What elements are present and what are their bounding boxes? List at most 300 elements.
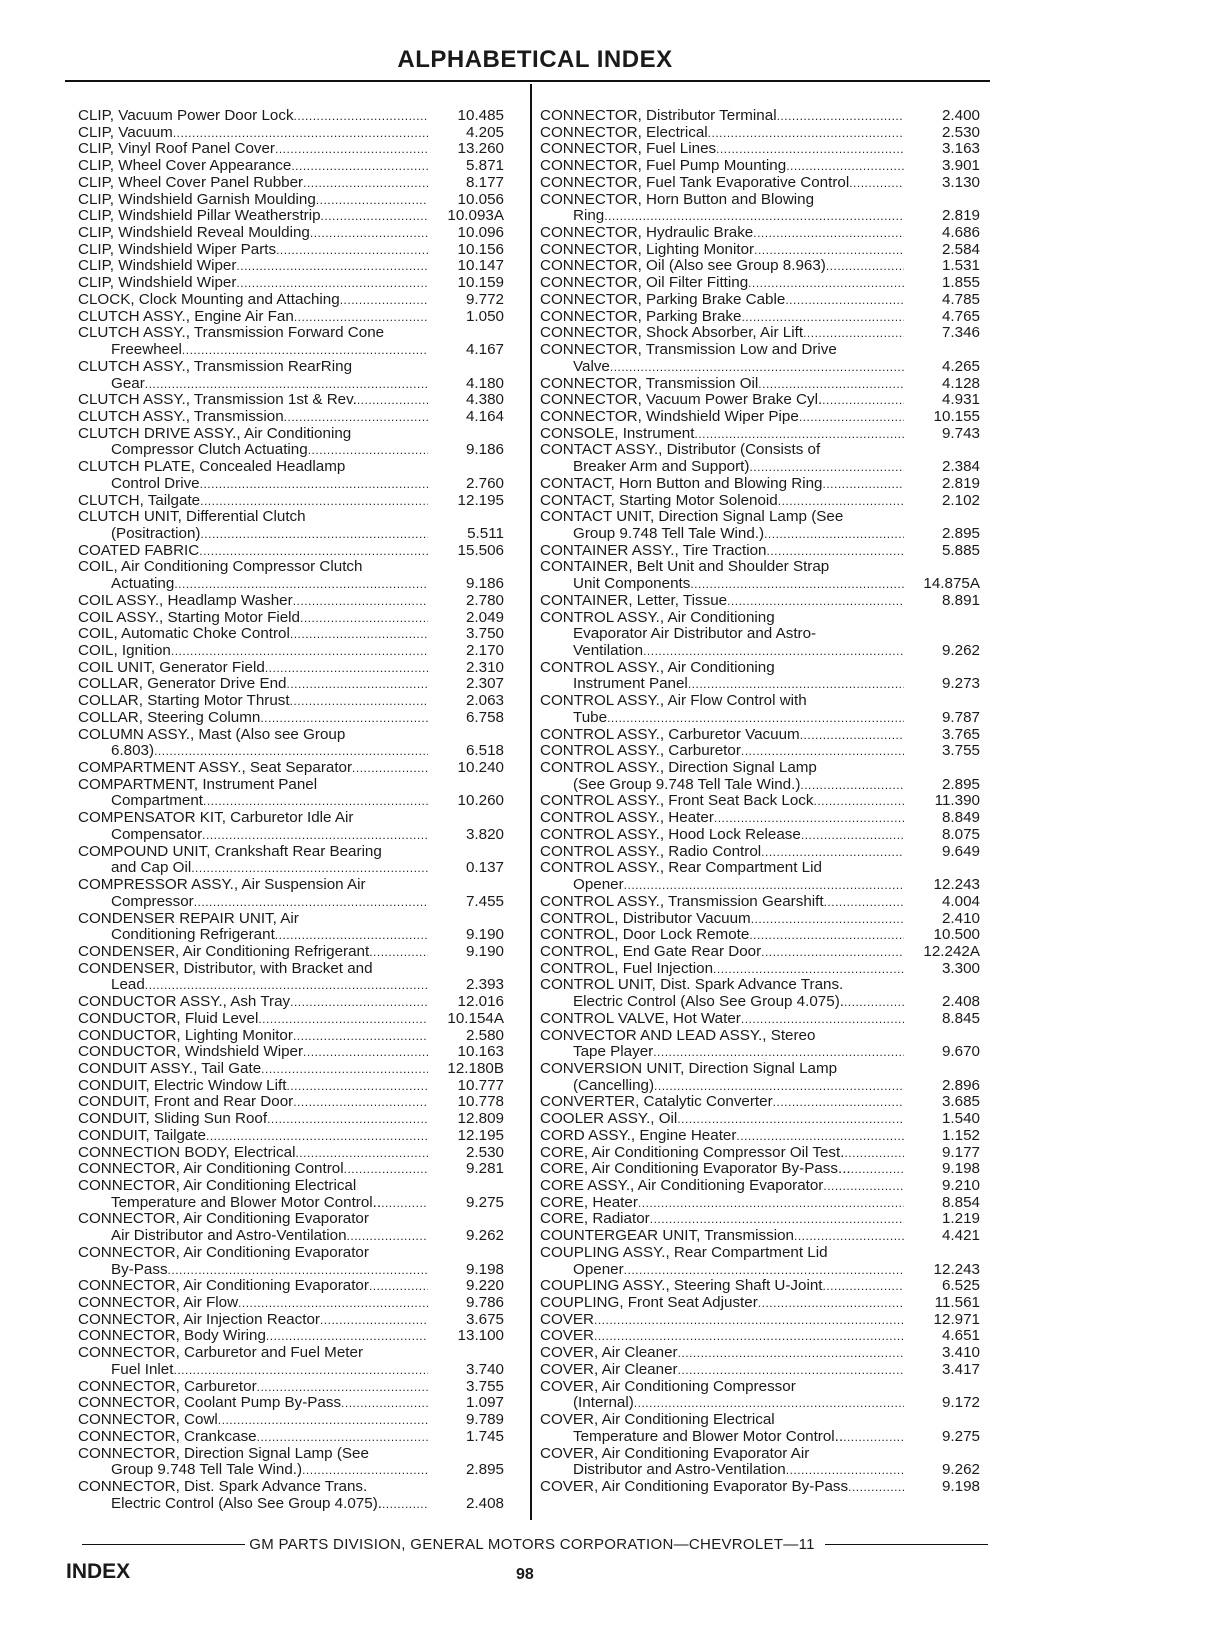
index-entry (78, 1295, 504, 1312)
group-number: 1.855 (941, 274, 980, 292)
dot-leader (303, 175, 428, 192)
group-number: 9.649 (941, 842, 980, 860)
entry-text: Group 9.748 Tell Tale Wind.) (573, 524, 765, 542)
entry-text: CLUTCH, Tailgate (78, 491, 201, 509)
entry-text: CONTACT UNIT, Direction Signal Lamp (See (540, 508, 844, 526)
dot-leader (754, 242, 904, 259)
group-number: 8.075 (941, 825, 980, 843)
entry-text: CLUTCH DRIVE ASSY., Air Conditioning (78, 424, 352, 442)
index-entry (78, 1011, 504, 1028)
entry-text: Compensator (111, 825, 203, 843)
dot-leader (347, 1228, 428, 1245)
index-entry (78, 125, 504, 142)
title-rule (65, 80, 990, 82)
group-number: 9.787 (941, 708, 980, 726)
entry-heading-line (540, 944, 980, 961)
dot-leader (321, 208, 428, 225)
index-entry (78, 911, 504, 944)
group-number: 9.772 (465, 290, 504, 308)
entry-text: CLUTCH ASSY., Engine Air Fan (78, 307, 294, 325)
dot-leader (594, 1328, 904, 1345)
entry-heading-line (78, 877, 504, 894)
dot-leader (749, 459, 904, 476)
entry-text: CLIP, Wheel Cover Appearance (78, 157, 292, 175)
dot-leader (295, 1145, 428, 1162)
entry-continuation-line (78, 927, 504, 944)
entry-continuation-line (540, 710, 980, 727)
entry-text: Tube (573, 708, 608, 726)
group-number: 9.670 (941, 1043, 980, 1061)
group-number: 4.686 (941, 224, 980, 242)
dot-leader (203, 793, 428, 810)
entry-text: COIL, Air Conditioning Compressor Clutch (78, 558, 363, 576)
index-entry (540, 158, 980, 175)
group-number: 10.163 (457, 1043, 504, 1061)
entry-heading-line (78, 292, 504, 309)
group-number: 9.190 (465, 942, 504, 960)
entry-text: CLIP, Windshield Wiper (78, 274, 237, 292)
entry-text: COVER (540, 1327, 595, 1345)
group-number: 12.242A (923, 942, 980, 960)
dot-leader (777, 108, 904, 125)
entry-continuation-line (540, 208, 980, 225)
entry-text: CLUTCH PLATE, Concealed Headlamp (78, 458, 346, 476)
group-number: 3.755 (941, 742, 980, 760)
entry-text: CONNECTOR, Air Conditioning Evaporator (78, 1243, 369, 1261)
entry-heading-line (540, 1312, 980, 1329)
entry-heading-line (540, 894, 980, 911)
footer-rule-right (825, 1544, 988, 1546)
entry-text: CORE, Air Conditioning Compressor Oil Test. (540, 1143, 845, 1161)
group-number: 9.789 (465, 1411, 504, 1429)
dot-leader (749, 927, 904, 944)
index-entry (540, 911, 980, 928)
index-entry (78, 1395, 504, 1412)
entry-text: 6.803) (111, 742, 155, 760)
entry-heading-line (78, 108, 504, 125)
entry-heading-line (78, 543, 504, 560)
entry-heading-line (78, 258, 504, 275)
index-entry (540, 610, 980, 660)
entry-heading-line (78, 1412, 504, 1429)
entry-text: CONNECTOR, Parking Brake (540, 307, 742, 325)
entry-heading-line (78, 760, 504, 777)
index-entry (78, 559, 504, 592)
entry-text: CONNECTOR, Lighting Monitor (540, 240, 755, 258)
group-number: 2.895 (465, 1461, 504, 1479)
entry-heading-line (78, 1078, 504, 1095)
entry-heading-line (540, 258, 980, 275)
index-entry (78, 325, 504, 358)
entry-continuation-line (78, 860, 504, 877)
index-entry (540, 827, 980, 844)
dot-leader (266, 1328, 428, 1345)
entry-heading-line (78, 1446, 504, 1463)
entry-heading-line (540, 1446, 980, 1463)
entry-text: (Internal) (573, 1394, 634, 1412)
entry-heading-line (78, 961, 504, 978)
group-number: 2.049 (465, 608, 504, 626)
entry-continuation-line (540, 777, 980, 794)
entry-text: CONVECTOR AND LEAD ASSY., Stereo (540, 1026, 816, 1044)
index-entry (540, 559, 980, 592)
index-entry (78, 610, 504, 627)
dot-leader (741, 743, 904, 760)
group-number: 10.777 (457, 1076, 504, 1094)
entry-text: CONNECTOR, Parking Brake Cable (540, 290, 786, 308)
entry-text: CLUTCH ASSY., Transmission RearRing (78, 357, 353, 375)
dot-leader (308, 442, 428, 459)
entry-text: CONTROL ASSY., Transmission Gearshift (540, 892, 824, 910)
entry-text: Opener (573, 1260, 624, 1278)
dot-leader (257, 1429, 428, 1446)
group-number: 2.760 (465, 474, 504, 492)
index-entry (78, 844, 504, 877)
index-entry (78, 961, 504, 994)
group-number: 5.871 (465, 157, 504, 175)
entry-text: Conditioning Refrigerant (111, 926, 275, 944)
group-number: 15.506 (457, 541, 504, 559)
entry-heading-line (540, 1161, 980, 1178)
entry-heading-line (78, 1429, 504, 1446)
entry-text: CONDENSER, Distributor, with Bracket and (78, 959, 373, 977)
group-number: 2.393 (465, 976, 504, 994)
group-number: 2.408 (465, 1494, 504, 1512)
dot-leader (764, 526, 904, 543)
index-entry (540, 727, 980, 744)
group-number: 2.819 (941, 207, 980, 225)
index-entry (540, 125, 980, 142)
index-entry (78, 1345, 504, 1378)
dot-leader (275, 141, 428, 158)
entry-heading-line (78, 1245, 504, 1262)
entry-continuation-line (78, 977, 504, 994)
entry-heading-line (78, 1044, 504, 1061)
entry-text: Electric Control (Also See Group 4.075). (111, 1494, 382, 1512)
dot-leader (145, 977, 428, 994)
dot-leader (794, 1228, 904, 1245)
group-number: 3.163 (941, 140, 980, 158)
dot-leader (320, 1312, 428, 1329)
entry-text: (See Group 9.748 Tell Tale Wind.) (573, 775, 801, 793)
dot-leader (800, 727, 904, 744)
entry-continuation-line (540, 676, 980, 693)
group-number: 8.849 (941, 809, 980, 827)
group-number: 2.895 (941, 775, 980, 793)
dot-leader (778, 493, 904, 510)
dot-leader (786, 158, 904, 175)
index-entry (78, 760, 504, 777)
entry-heading-line (540, 1128, 980, 1145)
index-entry (540, 1111, 980, 1128)
entry-text: COMPRESSOR ASSY., Air Suspension Air (78, 876, 366, 894)
entry-heading-line (78, 1061, 504, 1078)
dot-leader (191, 860, 428, 877)
index-entry (540, 225, 980, 242)
index-entry (78, 509, 504, 542)
entry-heading-line (540, 911, 980, 928)
entry-text: COIL ASSY., Headlamp Washer (78, 591, 293, 609)
entry-heading-line (540, 559, 980, 576)
entry-heading-line (540, 192, 980, 209)
dot-leader (310, 225, 428, 242)
entry-text: COVER, Air Conditioning Evaporator Air (540, 1444, 810, 1462)
index-entry (78, 1128, 504, 1145)
group-number: 8.891 (941, 591, 980, 609)
entry-heading-line (540, 1379, 980, 1396)
index-entry (540, 141, 980, 158)
entry-heading-line (540, 727, 980, 744)
entry-text: Electric Control (Also See Group 4.075). (573, 993, 844, 1011)
entry-text: CONNECTOR, Fuel Tank Evaporative Control (540, 173, 850, 191)
group-number: 9.198 (941, 1477, 980, 1495)
entry-heading-line (540, 476, 980, 493)
dot-leader (761, 844, 904, 861)
dot-leader (261, 1061, 428, 1078)
entry-text: CONNECTOR, Air Conditioning Electrical (78, 1177, 357, 1194)
entry-text: CONNECTOR, Air Injection Reactor (78, 1310, 320, 1328)
index-entry (540, 810, 980, 827)
group-number: 9.262 (941, 642, 980, 659)
entry-heading-line (78, 409, 504, 426)
entry-text: Air Distributor and Astro-Ventilation (111, 1227, 347, 1245)
entry-heading-line (540, 1094, 980, 1111)
dot-leader (690, 576, 904, 593)
entry-heading-line (540, 1245, 980, 1262)
index-entry (540, 392, 980, 409)
dot-leader (610, 359, 904, 376)
entry-text: CONDUCTOR, Lighting Monitor (78, 1026, 293, 1044)
index-entry (78, 1145, 504, 1162)
entry-text: CONDUIT, Electric Window Lift (78, 1076, 287, 1094)
index-entry (540, 476, 980, 493)
entry-text: CONNECTOR, Carburetor and Fuel Meter (78, 1344, 363, 1362)
dot-leader (182, 342, 428, 359)
group-number: 1.219 (941, 1210, 980, 1228)
dot-leader (748, 275, 904, 292)
index-entry (78, 1412, 504, 1429)
entry-text: (Positraction) (111, 524, 201, 542)
page-number: 98 (516, 1566, 534, 1583)
entry-text: CONTROL, Door Lock Remote (540, 926, 750, 944)
entry-text: CORE ASSY., Air Conditioning Evaporator (540, 1177, 824, 1194)
index-entry (540, 961, 980, 978)
entry-text: Breaker Arm and Support) (573, 458, 750, 476)
dot-leader (843, 1429, 904, 1446)
group-number: 3.901 (941, 157, 980, 175)
dot-leader (218, 1412, 428, 1429)
group-number: 12.180B (447, 1059, 504, 1077)
group-number: 10.093A (447, 207, 504, 225)
group-number: 3.410 (941, 1344, 980, 1362)
entry-text: CONNECTOR, Crankcase (78, 1427, 257, 1445)
group-number: 3.755 (465, 1377, 504, 1395)
entry-text: CONNECTOR, Fuel Pump Mounting (540, 157, 787, 175)
entry-continuation-line (78, 342, 504, 359)
entry-continuation-line (540, 643, 980, 660)
index-entry (78, 426, 504, 459)
entry-text: CONTROL ASSY., Carburetor Vacuum (540, 725, 800, 743)
entry-heading-line (540, 927, 980, 944)
group-number: 1.097 (465, 1394, 504, 1412)
dot-leader (154, 743, 428, 760)
group-number: 3.130 (941, 173, 980, 191)
entry-text: Ring (573, 207, 605, 225)
index-entry (78, 392, 504, 409)
group-number: 2.530 (941, 123, 980, 141)
group-number: 10.096 (457, 224, 504, 242)
entry-text: CONTROL VALVE, Hot Water (540, 1009, 741, 1027)
dot-leader (643, 643, 904, 660)
entry-text: Actuating (111, 575, 175, 593)
dot-leader (145, 376, 428, 393)
entry-text: CONNECTION BODY, Electrical (78, 1143, 296, 1161)
entry-heading-line (540, 961, 980, 978)
index-entry (78, 593, 504, 610)
entry-text: CONTROL ASSY., Carburetor (540, 742, 741, 760)
dot-leader (200, 526, 428, 543)
group-number: 11.390 (934, 792, 980, 810)
index-entry (540, 292, 980, 309)
group-number: 1.050 (465, 307, 504, 325)
group-number: 9.262 (465, 1227, 504, 1245)
index-entry (78, 543, 504, 560)
group-number: 3.765 (941, 725, 980, 743)
index-entry (540, 1228, 980, 1245)
entry-heading-line (540, 1345, 980, 1362)
entry-text: COLUMN ASSY., Mast (Also see Group (78, 725, 346, 743)
entry-text: CLIP, Windshield Pillar Weatherstrip (78, 207, 321, 225)
index-entry (78, 1094, 504, 1111)
entry-text: COUPLING ASSY., Steering Shaft U-Joint (540, 1277, 823, 1295)
group-number: 8.845 (941, 1009, 980, 1027)
entry-text: CORE, Air Conditioning Evaporator By-Pass... (540, 1160, 851, 1178)
entry-text: CONNECTOR, Direction Signal Lamp (See (78, 1444, 369, 1462)
group-number: 7.346 (941, 324, 980, 342)
entry-text: CONNECTOR, Transmission Low and Drive (540, 341, 837, 359)
group-number: 2.530 (465, 1143, 504, 1161)
index-entry (78, 1429, 504, 1446)
entry-continuation-line (540, 459, 980, 476)
group-number: 12.809 (457, 1110, 504, 1128)
entry-text: and Cap Oil (111, 859, 192, 877)
index-entry (78, 225, 504, 242)
entry-text: CONNECTOR, Fuel Lines (540, 140, 717, 158)
index-entry (540, 1145, 980, 1162)
group-number: 10.155 (933, 407, 980, 425)
dot-leader (287, 676, 429, 693)
dot-leader (824, 894, 904, 911)
entry-heading-line (78, 626, 504, 643)
group-number: 9.273 (941, 675, 980, 693)
dot-leader (714, 810, 904, 827)
index-entry (540, 1011, 980, 1028)
index-entry (78, 1312, 504, 1329)
dot-leader (171, 643, 428, 660)
index-entry (540, 409, 980, 426)
entry-text: Fuel Inlet (111, 1360, 174, 1378)
entry-text: CONTROL UNIT, Dist. Spark Advance Trans. (540, 976, 844, 994)
entry-text: CONNECTOR, Air Conditioning Control (78, 1160, 344, 1178)
group-number: 10.778 (457, 1093, 504, 1111)
entry-text: CONTAINER, Belt Unit and Shoulder Strap (540, 558, 830, 576)
group-number: 12.243 (933, 876, 980, 894)
index-entry (540, 593, 980, 610)
entry-text: CONDUIT, Tailgate (78, 1126, 207, 1144)
group-number: 10.056 (457, 190, 504, 208)
entry-text: CONNECTOR, Horn Button and Blowing (540, 190, 815, 208)
entry-text: CONTROL ASSY., Front Seat Back Lock (540, 792, 814, 810)
entry-text: CONTACT ASSY., Distributor (Consists of (540, 441, 821, 459)
entry-continuation-line (78, 1362, 504, 1379)
entry-text: CLIP, Vinyl Roof Panel Cover (78, 140, 275, 158)
entry-text: CONNECTOR, Vacuum Power Brake Cyl. (540, 391, 823, 409)
entry-continuation-line (540, 1395, 980, 1412)
group-number: 7.455 (465, 892, 504, 910)
index-entry (78, 1211, 504, 1244)
entry-text: CORE, Radiator (540, 1210, 650, 1228)
entry-text: CLIP, Windshield Reveal Moulding (78, 224, 310, 242)
index-entry (78, 994, 504, 1011)
index-entry (78, 192, 504, 209)
entry-heading-line (540, 977, 980, 994)
index-entry (78, 175, 504, 192)
group-number: 9.786 (465, 1294, 504, 1312)
group-number: 10.154A (447, 1009, 504, 1027)
index-entry (540, 1362, 980, 1379)
dot-leader (290, 693, 428, 710)
page-title: ALPHABETICAL INDEX (397, 46, 673, 73)
entry-text: CONDUCTOR, Fluid Level (78, 1009, 259, 1027)
dot-leader (357, 392, 428, 409)
entry-continuation-line (78, 576, 504, 593)
entry-continuation-line (540, 576, 980, 593)
entry-heading-line (78, 1028, 504, 1045)
entry-heading-line (540, 1278, 980, 1295)
entry-heading-line (540, 1145, 980, 1162)
group-number: 9.220 (465, 1277, 504, 1295)
entry-heading-line (540, 1061, 980, 1078)
entry-heading-line (540, 342, 980, 359)
index-entry (540, 192, 980, 225)
dot-leader (257, 1379, 428, 1396)
entry-heading-line (540, 860, 980, 877)
dot-leader (293, 1094, 428, 1111)
entry-text: CONVERSION UNIT, Direction Signal Lamp (540, 1059, 838, 1077)
entry-continuation-line (78, 1195, 504, 1212)
entry-text: CONTROL, Distributor Vacuum (540, 909, 751, 927)
index-entry (78, 944, 504, 961)
index-entry (78, 258, 504, 275)
dot-leader (290, 626, 428, 643)
dot-leader (773, 1094, 904, 1111)
index-entry (540, 1328, 980, 1345)
entry-heading-line (540, 493, 980, 510)
entry-text: COIL, Ignition (78, 642, 171, 659)
entry-text: CONNECTOR, Oil (Also see Group 8.963) (540, 257, 826, 275)
entry-heading-line (540, 325, 980, 342)
entry-continuation-line (78, 442, 504, 459)
index-entry (78, 1078, 504, 1095)
index-entry (540, 693, 980, 726)
group-number: 9.190 (465, 926, 504, 944)
entry-text: Freewheel (111, 341, 182, 359)
group-number: 2.400 (941, 107, 980, 124)
group-number: 1.745 (465, 1427, 504, 1445)
group-number: 3.685 (941, 1093, 980, 1111)
dot-leader (786, 1462, 904, 1479)
index-entry (540, 1412, 980, 1445)
